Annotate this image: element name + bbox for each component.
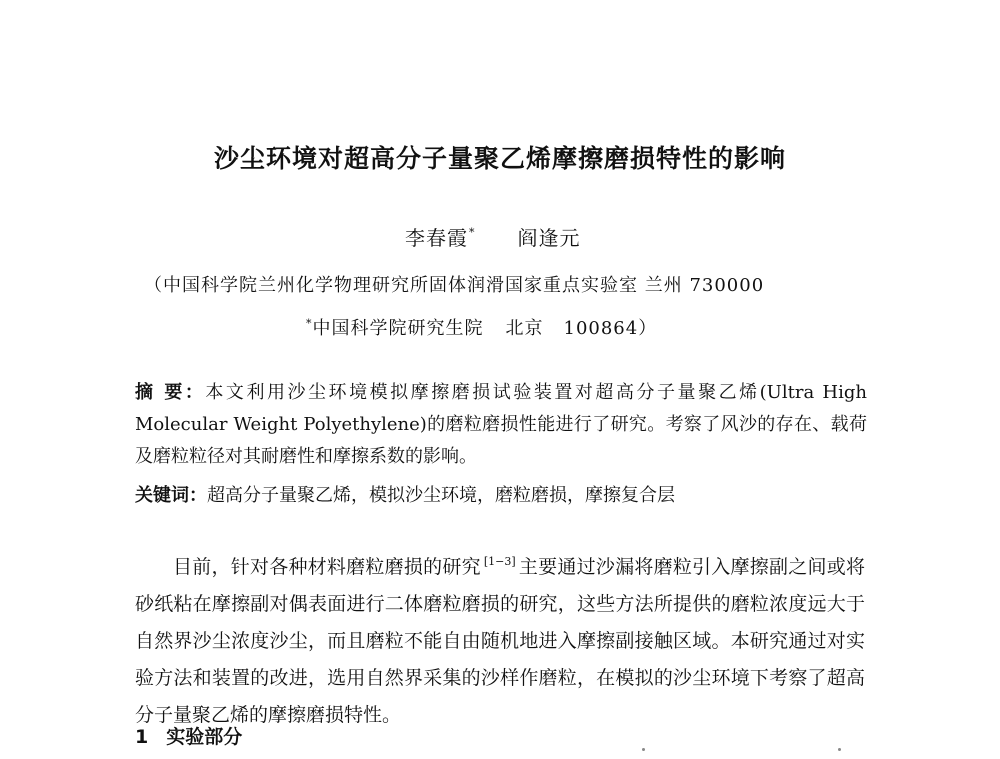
scan-speck: [642, 748, 645, 751]
keywords-text: 超高分子量聚乙烯，模拟沙尘环境，磨粒磨损，摩擦复合层: [207, 485, 675, 506]
keywords: [135, 480, 867, 512]
section-title: 实验部分: [166, 726, 243, 748]
citation-ref: [1−3]: [483, 555, 516, 568]
author-name: 李春霞: [405, 226, 468, 250]
affiliation-city: 北京: [505, 318, 544, 339]
author-line: [405, 222, 581, 251]
intro-text: 目前，针对各种材料磨粒磨损的研究: [173, 556, 481, 578]
abstract-label: 摘 要：: [135, 382, 206, 403]
affiliation-footnote-mark: *: [306, 317, 313, 330]
affiliation-line: [306, 314, 657, 340]
abstract-text: 本文利用沙尘环境模拟摩擦磨损试验装置对超高分子量聚乙烯(Ultra High Molecular Weight Polyethylene)的磨粒磨损性能进行了研究。考察了风沙的存在、载荷及磨粒粒径对其耐磨性和摩擦系数的影响。: [135, 382, 867, 467]
affiliation-zip: 100864）: [563, 318, 658, 339]
paper-title: 沙尘环境对超高分子量聚乙烯摩擦磨损特性的影响: [213, 144, 786, 173]
affiliation-line: （中国科学院兰州化学物理研究所固体润滑国家重点实验室 兰州 730000: [144, 275, 765, 296]
intro-paragraph: [135, 543, 865, 734]
keywords-label: 关键词：: [135, 485, 207, 506]
section-number: 1: [135, 726, 149, 748]
intro-text: 主要通过沙漏将磨粒引入摩擦副之间或将砂纸粘在摩擦副对偶表面进行二体磨粒磨损的研究，这些方法所提供的磨粒浓度远大于自然界沙尘浓度沙尘，而且磨粒不能自由随机地进入摩擦副接触区域。本研究通过对实验方法和装置的改进，选用自然界采集的沙样作磨粒，在模拟的沙尘环境下考察了超高分子量聚乙烯的摩擦磨损特性。: [135, 556, 865, 726]
scan-speck: [838, 748, 841, 751]
section-heading: [135, 722, 242, 749]
abstract: [135, 377, 867, 473]
affiliation-org: 中国科学院研究生院: [312, 318, 484, 339]
author-footnote-mark: *: [469, 226, 476, 239]
author-name: 阎逢元: [517, 226, 581, 250]
